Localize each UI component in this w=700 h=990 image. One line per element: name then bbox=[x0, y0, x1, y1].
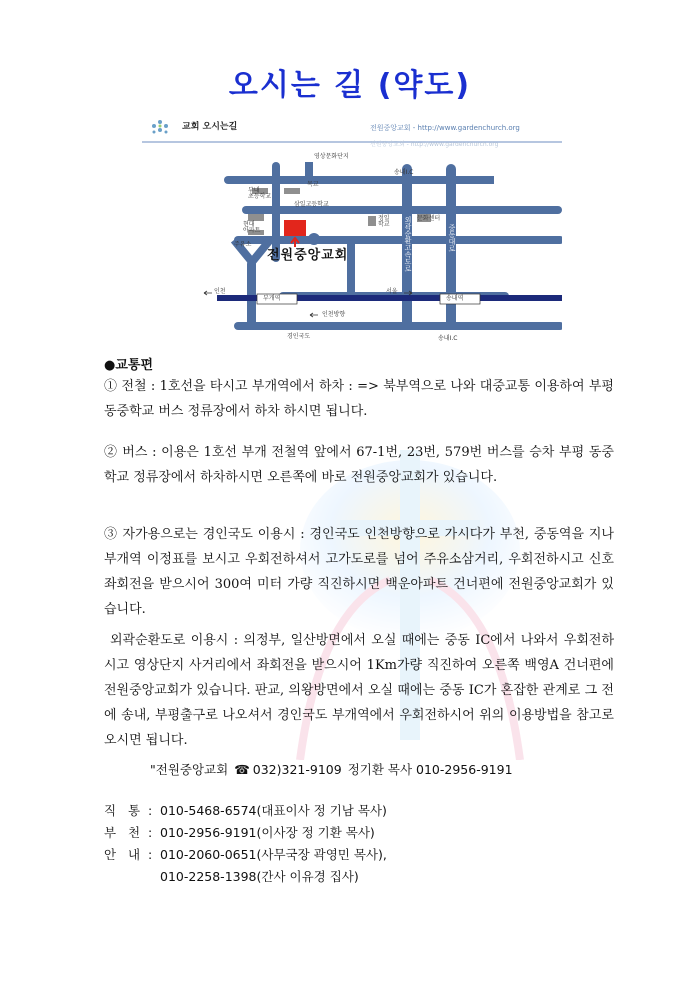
phone-value: 010-2258-1398(간사 이유경 집사) bbox=[160, 869, 359, 884]
label-jungdong-road: 중동대로 bbox=[448, 224, 456, 252]
road-network bbox=[224, 162, 562, 330]
label-bugae-station: 부개역 bbox=[263, 295, 281, 302]
page-title: 오시는 길 (약도) bbox=[228, 68, 472, 103]
label-culture-center: 문화센터 bbox=[417, 215, 441, 222]
map-header-title: 교회 오시는길 bbox=[182, 122, 238, 132]
phone-row-info-2 bbox=[104, 866, 387, 888]
phone-label: 직 통 bbox=[104, 803, 145, 818]
church-marker bbox=[284, 220, 306, 236]
label-church: 전원중앙교회 bbox=[267, 248, 349, 263]
ring-road-section bbox=[104, 628, 614, 753]
label-songnae-ic-bottom: 송내I.C bbox=[438, 335, 458, 342]
phone-row-info: 안 내 : 010-2060-0651(사무국장 곽영민 목사), bbox=[104, 844, 387, 866]
phone-row-direct: 직 통 : 010-5468-6574(대표이사 정 기남 목사) bbox=[104, 800, 387, 822]
bus-section bbox=[104, 440, 614, 490]
phone-value: 010-5468-6574(대표이사 정 기남 목사) bbox=[160, 803, 387, 818]
church-phone: 032)321-9109 bbox=[252, 762, 342, 777]
map-header-url-reflection: 전원중앙교회 - http://www.gardenchurch.org bbox=[370, 141, 499, 148]
label-apartment: 현대 아파트 bbox=[243, 221, 261, 234]
pastor-contact: 정기환 목사 010-2956-9191 bbox=[347, 762, 513, 777]
telephone-icon: ☎ bbox=[234, 762, 250, 777]
label-gyeongin-road: 경인국도 bbox=[287, 333, 311, 340]
phone-value: 010-2060-0651(사무국장 곽영민 목사), bbox=[160, 847, 387, 862]
phone-label: 안 내 bbox=[104, 847, 145, 862]
label-outer-ring-road: 외곽순환고속도로 bbox=[404, 216, 412, 272]
phone-label bbox=[104, 866, 148, 888]
label-mokgyo: 목교 bbox=[307, 181, 319, 188]
ring-road-text: 외곽순환도로 이용시 : 의정부, 일산방면에서 오실 때에는 중동 IC에서 나와서 우회전하시고 영상단지 사거리에서 좌회전을 받으시어 1Km가량 직진하여 오른쪽 백영A 건너편에 전원중앙교회가 있습니다. 판교, 의왕방면에서 오실 때에는 중동 IC가 혼잡한 관계로 그 전에 송내, 부평출구로 나오셔서 경인국도 부개역에서 우회전하시어 위의 이용방법을 참고로 오시면 됩니다. bbox=[104, 633, 614, 748]
bus-text: ② 버스 : 이용은 1호선 부개 전철역 앞에서 67-1번, 23번, 579번 버스를 승차 부평 동중학교 정류장에서 하차하시면 오른쪽에 바로 전원중앙교회가 있습니다. bbox=[104, 445, 614, 485]
map-header-url: 전원중앙교회 - http://www.gardenchurch.org bbox=[370, 124, 520, 132]
phone-value: 010-2956-9191(이사장 정 기환 목사) bbox=[160, 825, 375, 840]
church-logo-icon bbox=[152, 120, 168, 134]
label-songnae-station: 송내역 bbox=[446, 295, 464, 302]
label-seoul: 서울 bbox=[386, 288, 398, 295]
label-jeongil-school: 정일 학교 bbox=[378, 215, 390, 228]
label-incheon-direction: 인천방향 bbox=[322, 311, 346, 318]
phone-label: 부 천 bbox=[104, 825, 145, 840]
church-name: "전원중앙교회 bbox=[150, 762, 229, 777]
contact-line bbox=[150, 760, 519, 778]
label-songnae-ic-top: 송내I.C bbox=[394, 169, 414, 176]
label-bupyeong-school: 부내 초등학교 bbox=[248, 187, 272, 200]
label-yeongsang: 영상문화단지 bbox=[314, 153, 349, 160]
location-map bbox=[142, 112, 562, 352]
phone-list bbox=[104, 800, 387, 888]
map-roads bbox=[142, 112, 562, 352]
phone-row-bucheon: 부 천 : 010-2956-9191(이사장 정 기환 목사) bbox=[104, 822, 387, 844]
subway-text: ① 전철 : 1호선을 타시고 부개역에서 하차 : => 북부역으로 나와 대중교통 이용하여 부평 동중학교 버스 정류장에서 하차 하시면 됩니다. bbox=[104, 379, 614, 419]
car-text: ③ 자가용으로는 경인국도 이용시 : 경인국도 인천방향으로 가시다가 부천, 중동역을 지나 부개역 이정표를 보시고 우회전하셔서 고가도로를 넘어 주유소삼거리, 우회전하시고 신호 좌회전을 받으시어 300여 미터 가량 직진하시면 백운아파트 건너편에 전원중앙교회가 있습니다. bbox=[104, 527, 614, 617]
label-incheon: 인천 bbox=[214, 288, 226, 295]
subway-section bbox=[104, 374, 614, 424]
label-samil-school: 삼일고등학교 bbox=[294, 201, 329, 208]
label-gas-station: 주유소 bbox=[234, 241, 252, 248]
car-section bbox=[104, 522, 614, 622]
transport-heading: ●교통편 bbox=[104, 358, 154, 373]
